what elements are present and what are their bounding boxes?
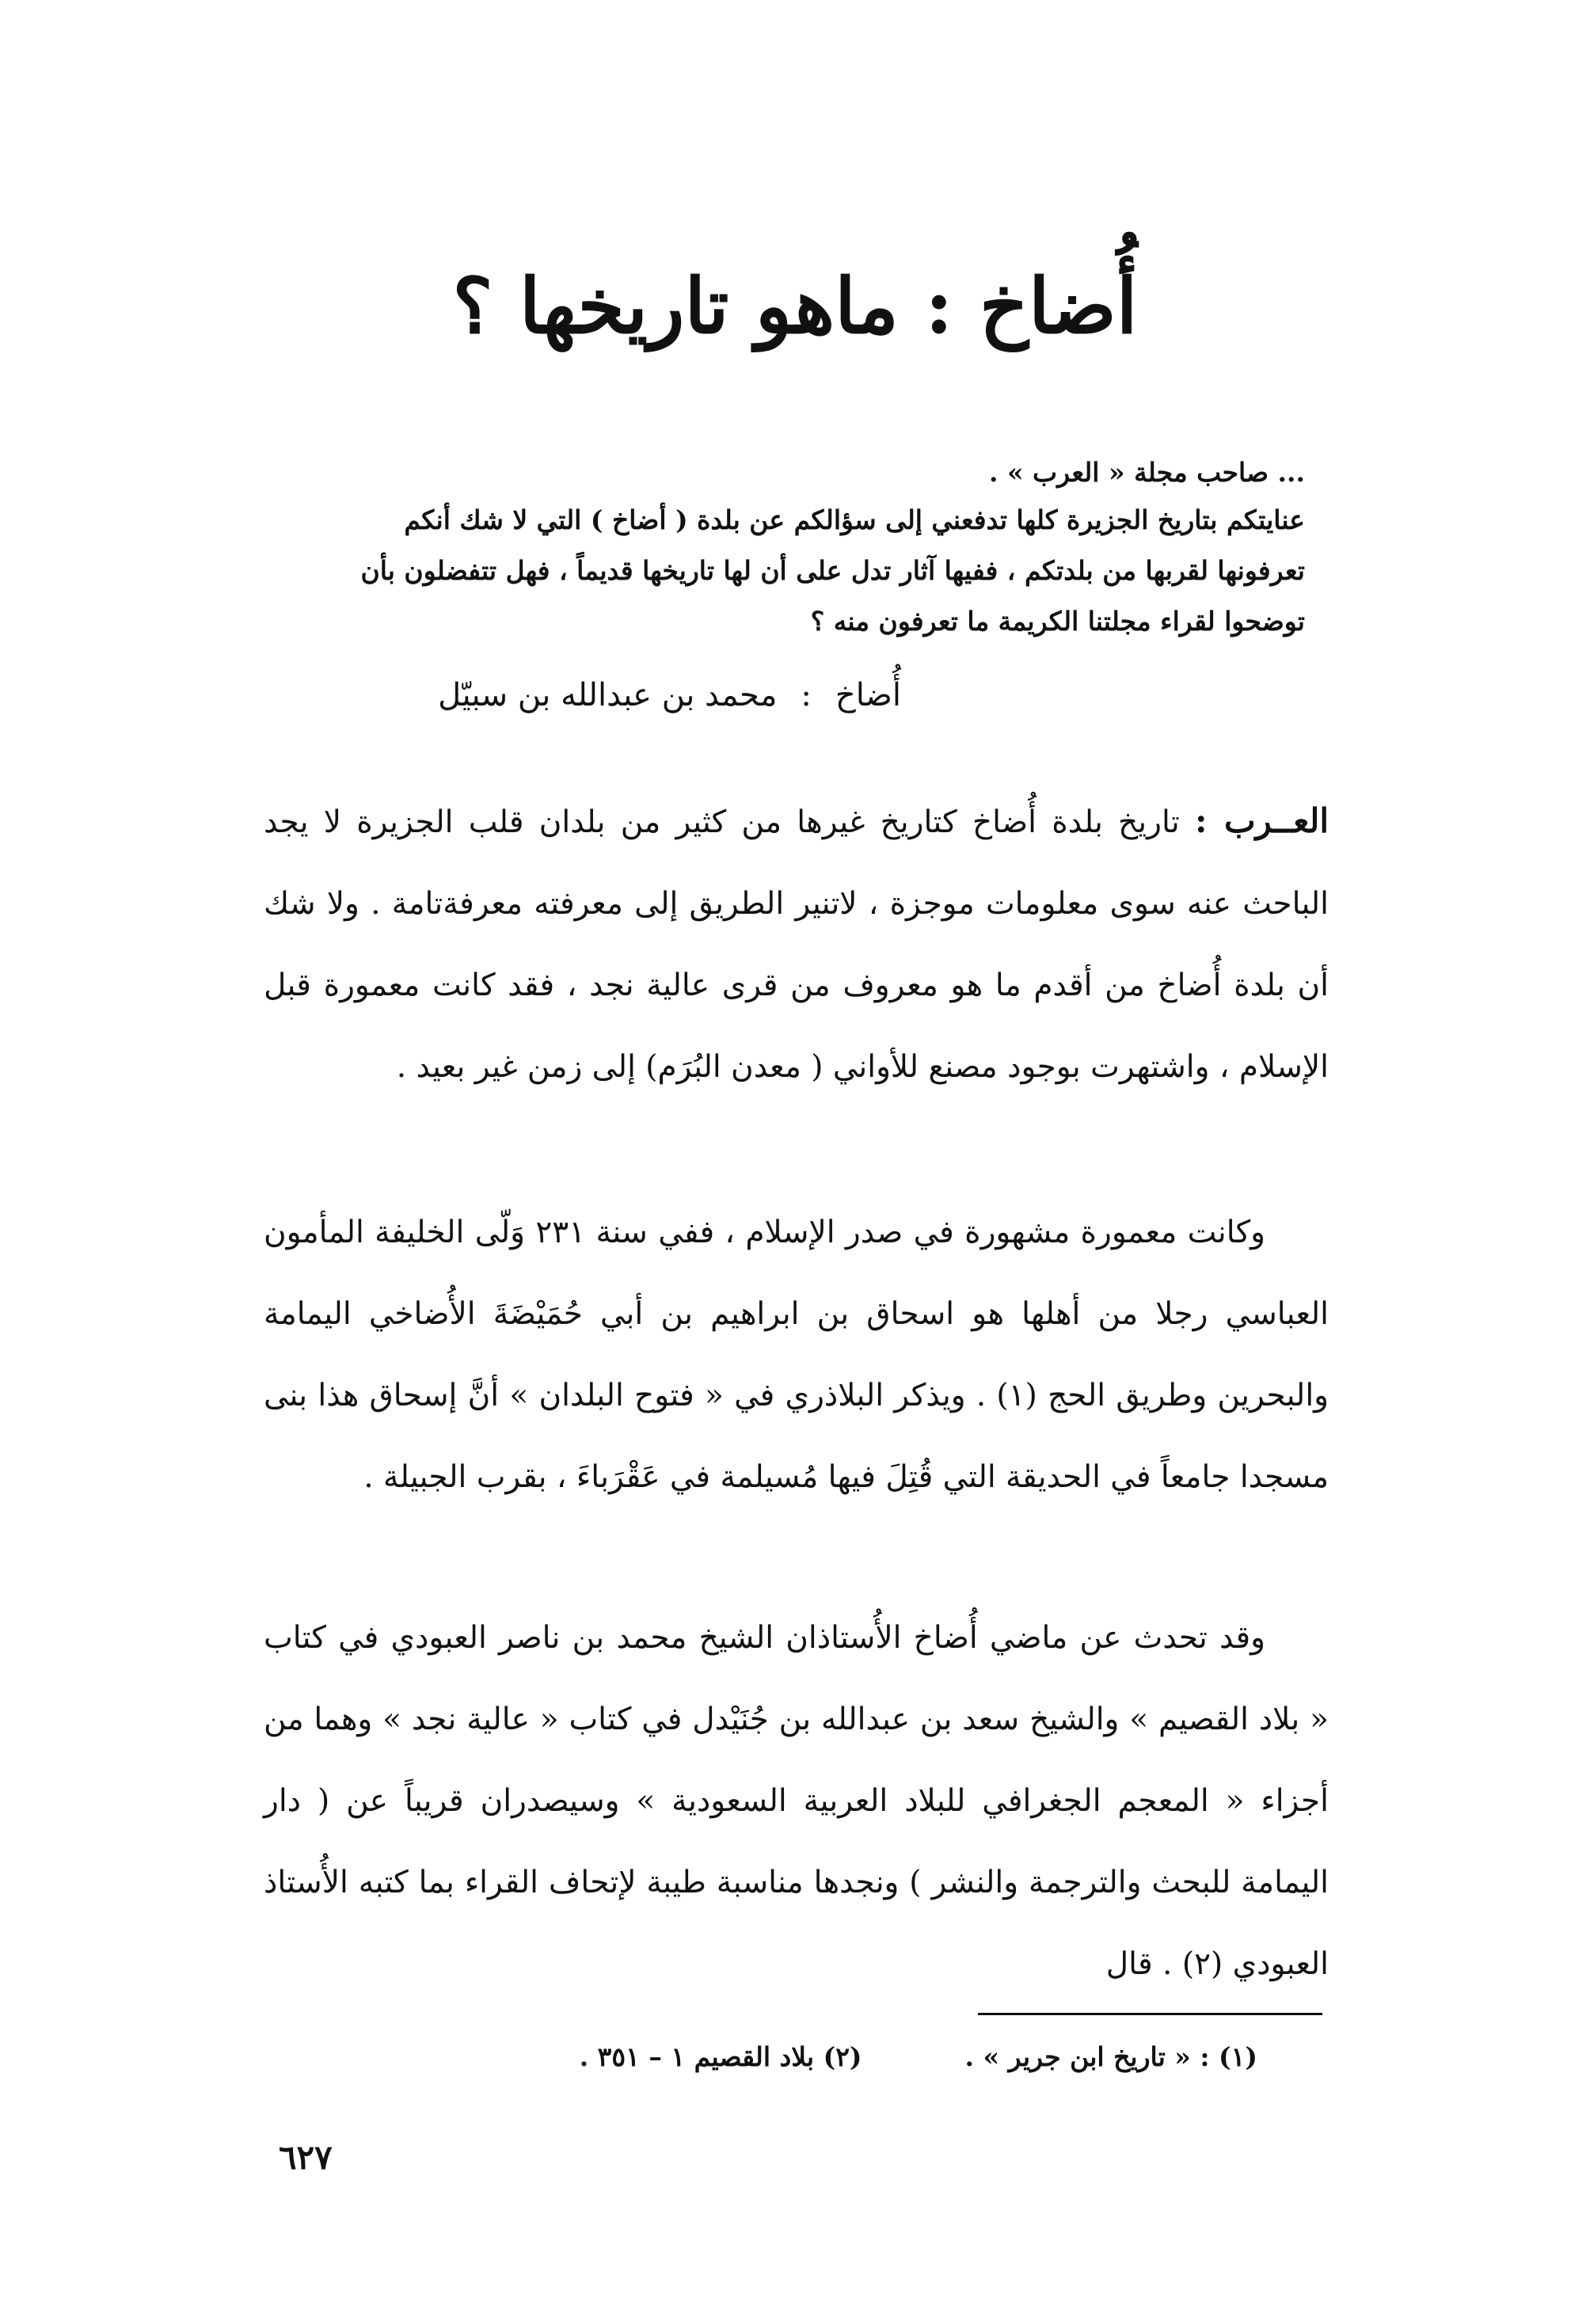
footnote-2: (٢) بلاد القصيم ١ – ٣٥١ . <box>579 2041 862 2072</box>
signature-name: محمد بن عبدالله بن سبيّل <box>438 677 778 713</box>
article-title: أُضاخ : ماهو تاريخها ؟ <box>452 261 1138 351</box>
letter-question <box>260 495 1305 677</box>
footnotes <box>580 2041 1257 2072</box>
page-number: ٦٢٧ <box>279 2138 333 2177</box>
answer-label: العــرب : <box>1194 801 1329 840</box>
footnote-divider <box>978 2013 1322 2015</box>
paragraph-text: تاريخ بلدة أُضاخ كتاريخ غيرها من كثير من بلدان قلب الجزيرة لا يجد الباحث عنه سوى معلومات موجزة ، لاتنير الطريق إلى معرفته معرفةتامة . ولا شك أن بلدة أُضاخ من أقدم ما هو معروف من قرى عالية نجد ، فقد كانت معمورة قبل الإسلام ، واشتهرت بوجود مصنع للأواني ( معدن البُرَم) إلى زمن غير بعيد . <box>264 804 1329 1085</box>
question-line: عنايتكم بتاريخ الجزيرة كلها تدفعني إلى سؤالكم عن بلدة ( أضاخ ) التي لا شك أنكم <box>404 504 1305 535</box>
signature-separator: : <box>801 677 812 713</box>
letter-signature <box>268 677 901 713</box>
signature-place: أُضاخ <box>835 677 901 713</box>
answer-paragraph-1 <box>264 780 1329 1108</box>
answer-paragraph-2: وكانت معمورة مشهورة في صدر الإسلام ، ففي سنة ٢٣١ وَلّى الخليفة المأمون العباسي رجلا من أهلها هو اسحاق بن ابراهيم بن أبي حُمَيْضَةَ الأُضاخي اليمامة والبحرين وطريق الحج (١) . ويذكر البلاذري في « فتوح البلدان » أنَّ إسحاق هذا بنى مسجدا جامعاً في الحديقة التي قُتِلَ فيها مُسيلمة في عَقْرَباءَ ، بقرب الجبيلة . <box>264 1215 1329 1495</box>
question-line: توضحوا لقراء مجلتنا الكريمة ما تعرفون منه ؟ <box>810 606 1305 637</box>
footnote-1: (١) : « تاريخ ابن جرير » . <box>964 2041 1257 2072</box>
answer-paragraph-3: وقد تحدث عن ماضي أُضاخ الأُستاذان الشيخ محمد بن ناصر العبودي في كتاب « بلاد القصيم » والشيخ سعد بن عبدالله بن جُنَيْدل في كتاب « عالية نجد » وهما من أجزاء « المعجم الجغرافي للبلاد العربية السعودية » وسيصدران قريباً عن ( دار اليمامة للبحث والترجمة والنشر ) ونجدها مناسبة طيبة لإتحاف القراء بما كتبه الأُستاذ العبودي (٢) . قال <box>264 1620 1329 1982</box>
question-line: تعرفونها لقربها من بلدتكم ، ففيها آثار تدل على أن لها تاريخها قديماً ، فهل تتفضلون بأن <box>360 555 1305 586</box>
letter-greeting: ... صاحب مجلة « العرب » . <box>988 457 1305 488</box>
